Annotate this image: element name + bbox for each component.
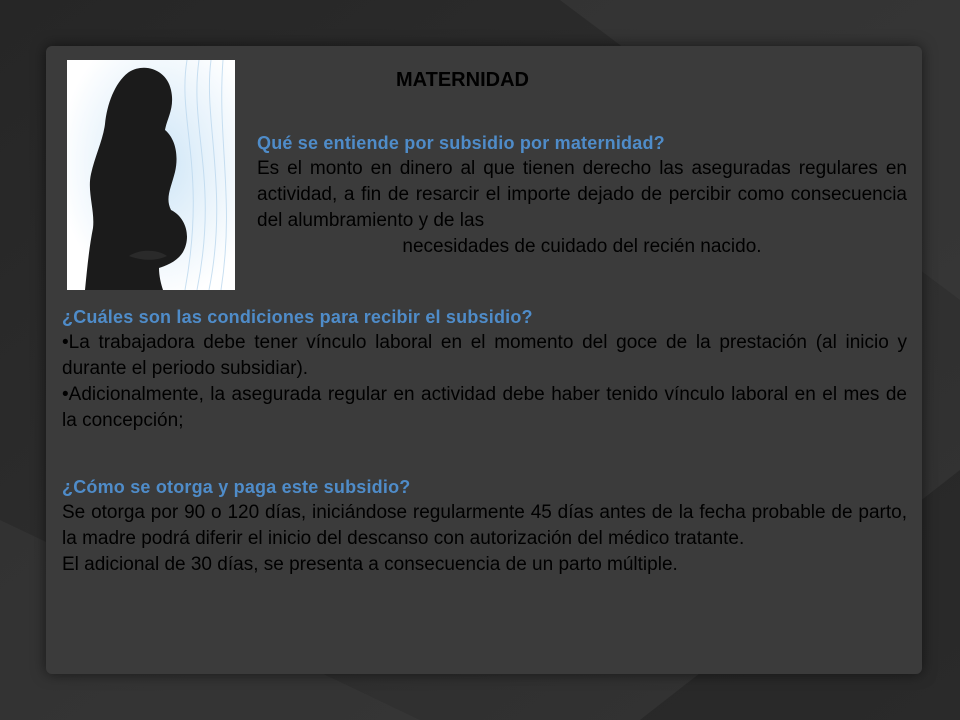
question-heading: ¿Cómo se otorga y paga este subsidio? <box>62 477 411 497</box>
pregnant-woman-silhouette-icon <box>67 60 235 290</box>
bullet-item: •La trabajadora debe tener vínculo laboral en el momento del goce de la prestación (al inicio y durante el periodo subsidiar). <box>62 332 907 379</box>
definition-text-last-line: necesidades de cuidado del recién nacido. <box>402 236 762 257</box>
section-payment <box>62 474 907 578</box>
question-heading: Qué se entiende por subsidio por maternidad? <box>257 133 665 153</box>
definition-text: Es el monto en dinero al que tienen derecho las aseguradas regulares en actividad, a fin de resarcir el importe dejado de percibir como consecuencia del alumbramiento y de las <box>257 158 907 231</box>
paragraph: El adicional de 30 días, se presenta a consecuencia de un parto múltiple. <box>62 554 678 575</box>
page-title: MATERNIDAD <box>396 69 529 91</box>
paragraph: Se otorga por 90 o 120 días, iniciándose regularmente 45 días antes de la fecha probable de parto, la madre podrá diferir el inicio del descanso con autorización del médico tratante. <box>62 502 907 549</box>
question-heading: ¿Cuáles son las condiciones para recibir el subsidio? <box>62 307 533 327</box>
section-definition <box>257 130 907 260</box>
bullet-item: •Adicionalmente, la asegurada regular en actividad debe haber tenido vínculo laboral en el mes de la concepción; <box>62 384 907 431</box>
section-conditions <box>62 304 907 434</box>
pregnant-woman-image <box>67 60 235 290</box>
